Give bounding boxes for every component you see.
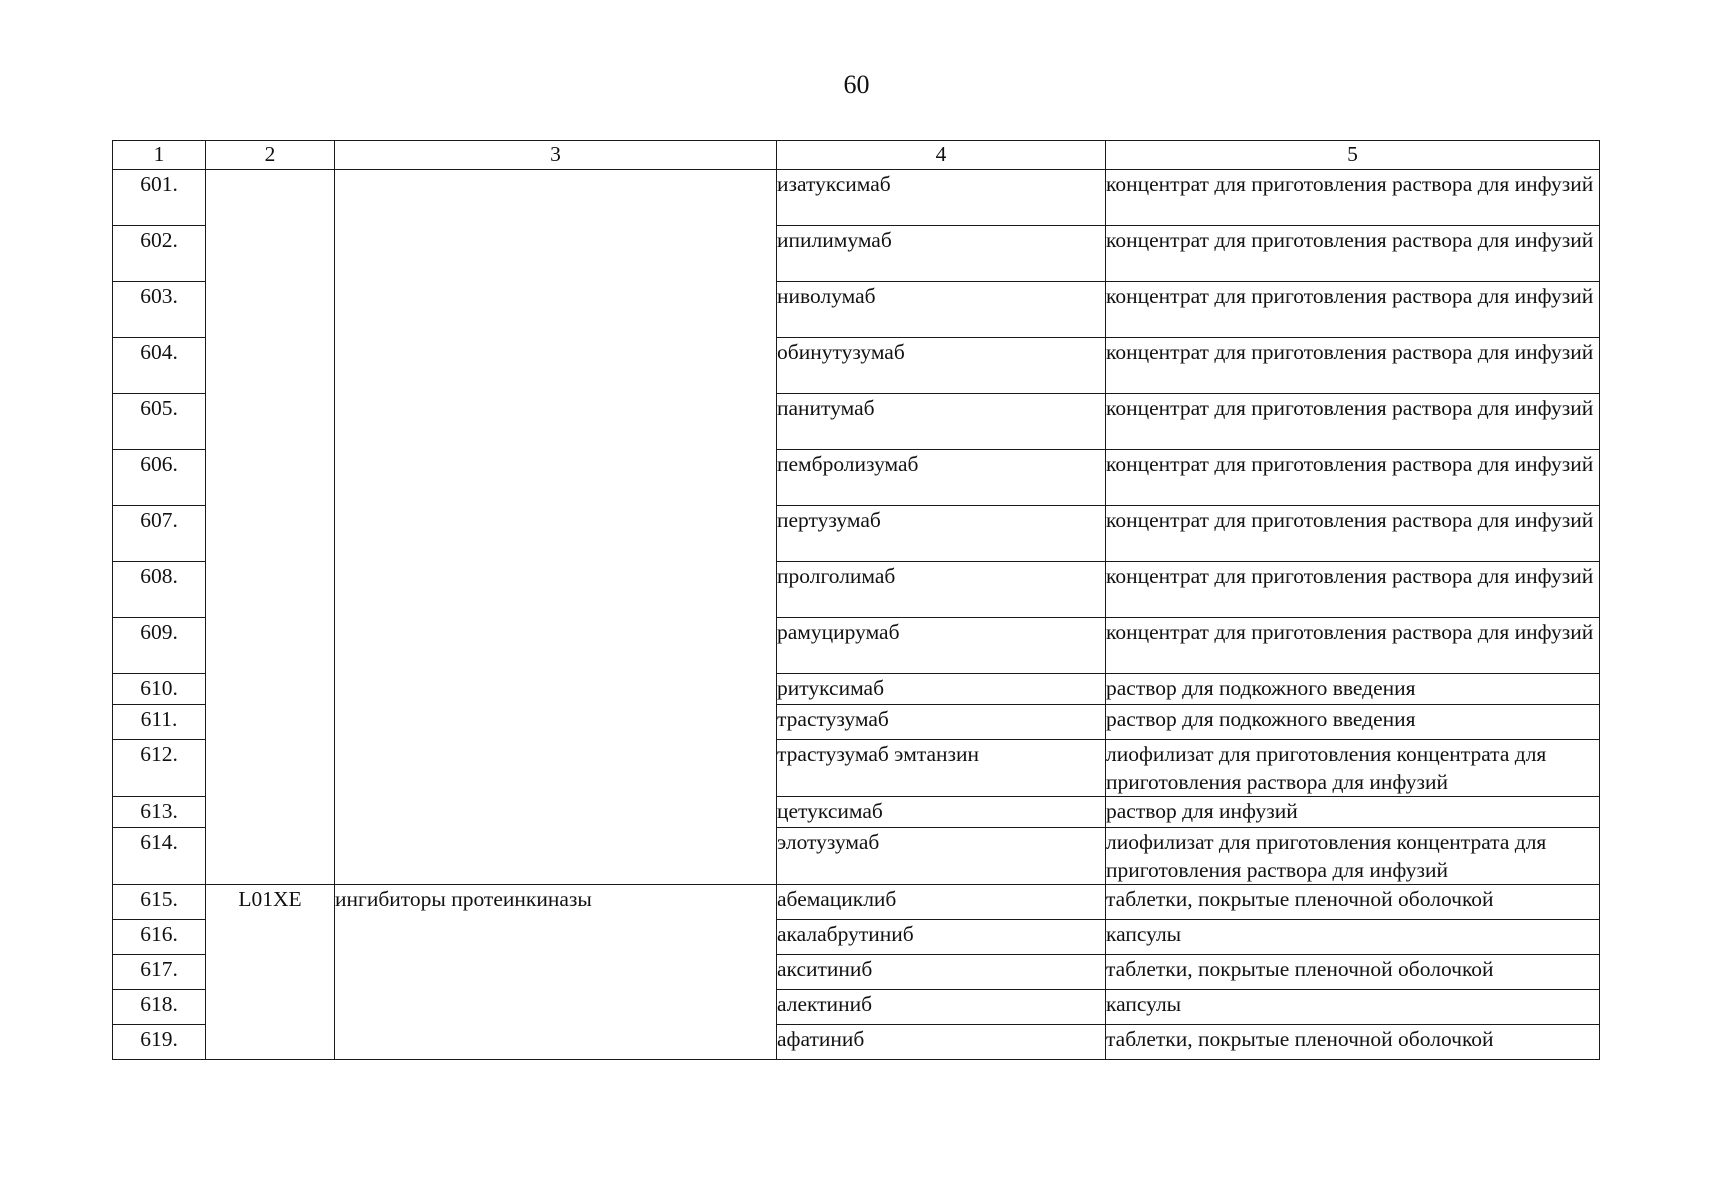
- drug-name: ритуксимаб: [777, 674, 1106, 705]
- table-header-row: [113, 141, 1600, 170]
- row-number: 616.: [113, 920, 206, 955]
- drug-name: афатиниб: [777, 1025, 1106, 1060]
- drug-name: ипилимумаб: [777, 226, 1106, 282]
- dosage-form: таблетки, покрытые пленочной оболочкой: [1106, 955, 1600, 990]
- table-row: [113, 885, 1600, 920]
- row-number: 615.: [113, 885, 206, 920]
- drug-name: пембролизумаб: [777, 450, 1106, 506]
- atc-code-cell: [206, 170, 335, 885]
- row-number: 611.: [113, 705, 206, 740]
- drug-name: панитумаб: [777, 394, 1106, 450]
- drug-name: абемациклиб: [777, 885, 1106, 920]
- row-number: 614.: [113, 828, 206, 885]
- row-number: 613.: [113, 797, 206, 828]
- dosage-form: раствор для подкожного введения: [1106, 674, 1600, 705]
- dosage-form: таблетки, покрытые пленочной оболочкой: [1106, 885, 1600, 920]
- dosage-form: таблетки, покрытые пленочной оболочкой: [1106, 1025, 1600, 1060]
- column-header: 3: [335, 141, 777, 170]
- row-number: 604.: [113, 338, 206, 394]
- dosage-form: концентрат для приготовления раствора для инфузий: [1106, 394, 1600, 450]
- dosage-form: концентрат для приготовления раствора для инфузий: [1106, 618, 1600, 674]
- row-number: 608.: [113, 562, 206, 618]
- column-header: 5: [1106, 141, 1600, 170]
- dosage-form: капсулы: [1106, 920, 1600, 955]
- drug-name: обинутузумаб: [777, 338, 1106, 394]
- drug-name: цетуксимаб: [777, 797, 1106, 828]
- drug-name: трастузумаб: [777, 705, 1106, 740]
- column-header: 4: [777, 141, 1106, 170]
- row-number: 610.: [113, 674, 206, 705]
- dosage-form: капсулы: [1106, 990, 1600, 1025]
- page-number: 60: [843, 70, 870, 99]
- drug-name: акситиниб: [777, 955, 1106, 990]
- row-number: 603.: [113, 282, 206, 338]
- atc-code: L01XE: [206, 885, 335, 1060]
- dosage-form: лиофилизат для приготовления концентрата для приготовления раствора для инфузий: [1106, 828, 1600, 885]
- row-number: 607.: [113, 506, 206, 562]
- drug-name: пертузумаб: [777, 506, 1106, 562]
- row-number: 619.: [113, 1025, 206, 1060]
- dosage-form: концентрат для приготовления раствора для инфузий: [1106, 226, 1600, 282]
- dosage-form: концентрат для приготовления раствора для инфузий: [1106, 506, 1600, 562]
- drug-name: изатуксимаб: [777, 170, 1106, 226]
- group-cell: [335, 170, 777, 885]
- row-number: 602.: [113, 226, 206, 282]
- drug-name: элотузумаб: [777, 828, 1106, 885]
- row-number: 618.: [113, 990, 206, 1025]
- drug-name: пролголимаб: [777, 562, 1106, 618]
- dosage-form: раствор для инфузий: [1106, 797, 1600, 828]
- row-number: 601.: [113, 170, 206, 226]
- column-header: 2: [206, 141, 335, 170]
- drug-name: рамуцирумаб: [777, 618, 1106, 674]
- dosage-form: концентрат для приготовления раствора для инфузий: [1106, 170, 1600, 226]
- row-number: 612.: [113, 740, 206, 797]
- dosage-form: концентрат для приготовления раствора для инфузий: [1106, 562, 1600, 618]
- dosage-form: концентрат для приготовления раствора для инфузий: [1106, 338, 1600, 394]
- dosage-form: раствор для подкожного введения: [1106, 705, 1600, 740]
- column-header: 1: [113, 141, 206, 170]
- drug-name: алектиниб: [777, 990, 1106, 1025]
- dosage-form: концентрат для приготовления раствора для инфузий: [1106, 450, 1600, 506]
- row-number: 617.: [113, 955, 206, 990]
- row-number: 606.: [113, 450, 206, 506]
- table-row: [113, 170, 1600, 226]
- drug-name: ниволумаб: [777, 282, 1106, 338]
- drug-list-table: [112, 140, 1600, 1060]
- row-number: 605.: [113, 394, 206, 450]
- row-number: 609.: [113, 618, 206, 674]
- dosage-form: лиофилизат для приготовления концентрата для приготовления раствора для инфузий: [1106, 740, 1600, 797]
- drug-name: трастузумаб эмтанзин: [777, 740, 1106, 797]
- dosage-form: концентрат для приготовления раствора для инфузий: [1106, 282, 1600, 338]
- drug-name: акалабрутиниб: [777, 920, 1106, 955]
- pharmacological-group: ингибиторы протеинкиназы: [335, 885, 777, 1060]
